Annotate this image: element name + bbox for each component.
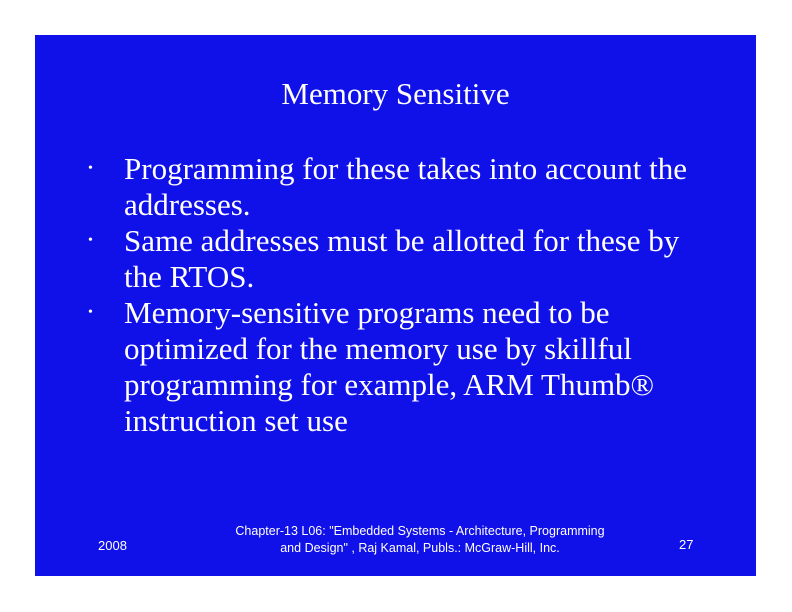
- slide-title: Memory Sensitive: [281, 76, 510, 111]
- bullet-text: Programming for these takes into account the addresses.: [124, 151, 688, 222]
- slide: [35, 35, 756, 576]
- bullet-list: [35, 151, 756, 439]
- bullet-icon: •: [88, 161, 93, 176]
- bullet-icon: •: [88, 305, 93, 320]
- bullet-item: [35, 223, 704, 295]
- bullet-text: Memory-sensitive programs need to be optimized for the memory use by skillful programming for example, ARM Thumb® instruction set use: [124, 295, 655, 438]
- page-number: 27: [679, 537, 694, 552]
- bullet-text: Same addresses must be allotted for these by the RTOS.: [124, 223, 680, 294]
- footer-year: 2008: [98, 538, 127, 553]
- bullet-item: [35, 295, 704, 439]
- footer-citation: Chapter-13 L06: "Embedded Systems - Architecture, Programming and Design" , Raj Kamal, Publs.: McGraw-Hill, Inc.: [235, 524, 605, 555]
- bullet-item: [35, 151, 704, 223]
- bullet-icon: •: [88, 233, 93, 248]
